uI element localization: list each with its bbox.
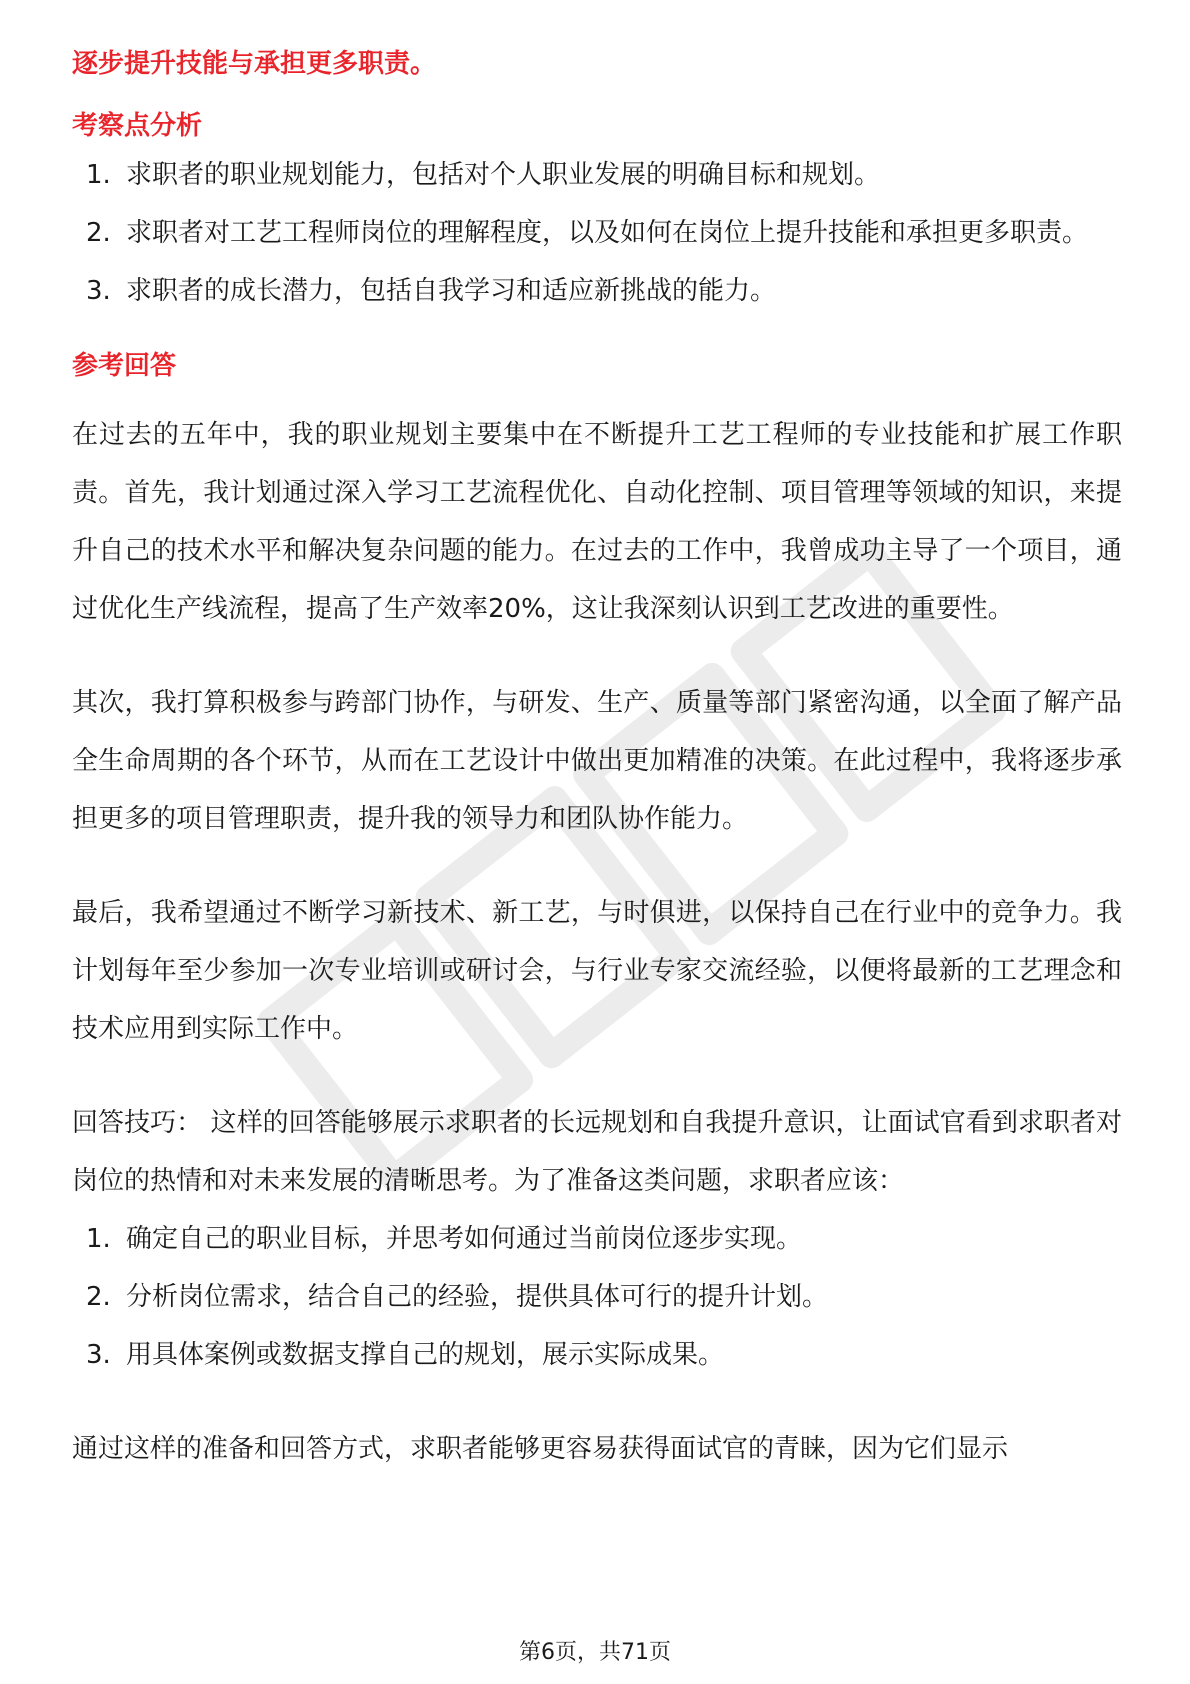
closing-paragraph: 通过这样的准备和回答方式，求职者能够更容易获得面试官的青睐，因为它们显示: [72, 1434, 1009, 1464]
list-item: [72, 204, 1122, 262]
answer-paragraph-1: 在过去的五年中，我的职业规划主要集中在不断提升工艺工程师的专业技能和扩展工作职责。首先，我计划通过深入学习工艺流程优化、自动化控制、项目管理等领域的知识，来提升自己的技术水平和解决复杂问题的能力。在过去的工作中，我曾成功主导了一个项目，通过优化生产线流程，提高了生产效率20%，这让我深刻认识到工艺改进的重要性。: [72, 420, 1122, 624]
watermark-text: 职场密码: [608, 890, 612, 891]
page-footer: 第6页，共71页: [519, 1640, 671, 1665]
list-number: 3.: [86, 276, 111, 306]
answer-paragraph-3: 最后，我希望通过不断学习新技术、新工艺，与时俱进，以保持自己在行业中的竞争力。我计划每年至少参加一次专业培训或研讨会，与行业专家交流经验，以便将最新的工艺理念和技术应用到实际工作中。: [72, 898, 1122, 1044]
list-number: 1.: [86, 160, 111, 190]
list-item: [72, 1326, 1122, 1384]
list-text: 求职者的成长潜力，包括自我学习和适应新挑战的能力。: [126, 276, 777, 306]
heading-analysis: 考察点分析: [72, 111, 203, 141]
list-number: 2.: [86, 1282, 111, 1312]
top-line: 逐步提升技能与承担更多职责。: [72, 49, 437, 79]
answer-paragraph-2: 其次，我打算积极参与跨部门协作，与研发、生产、质量等部门紧密沟通，以全面了解产品全生命周期的各个环节，从而在工艺设计中做出更加精准的决策。在此过程中，我将逐步承担更多的项目管理职责，提升我的领导力和团队协作能力。: [72, 688, 1122, 834]
list-text: 求职者对工艺工程师岗位的理解程度，以及如何在岗位上提升技能和承担更多职责。: [126, 218, 1089, 248]
list-text: 确定自己的职业目标，并思考如何通过当前岗位逐步实现。: [126, 1224, 803, 1254]
list-text: 用具体案例或数据支撑自己的规划，展示实际成果。: [126, 1340, 725, 1370]
list-number: 1.: [86, 1224, 111, 1254]
tips-paragraph: 回答技巧： 这样的回答能够展示求职者的长远规划和自我提升意识，让面试官看到求职者对岗位的热情和对未来发展的清晰思考。为了准备这类问题，求职者应该：: [72, 1108, 1122, 1196]
list-item: [72, 146, 1122, 204]
list-item: [72, 1210, 1122, 1268]
list-number: 2.: [86, 218, 111, 248]
heading-answer: 参考回答: [72, 351, 177, 381]
list-item: [72, 262, 1122, 320]
list-text: 求职者的职业规划能力，包括对个人职业发展的明确目标和规划。: [126, 160, 881, 190]
document-page: [72, 44, 1122, 1478]
list-number: 3.: [86, 1340, 111, 1370]
list-item: [72, 1268, 1122, 1326]
analysis-list: [72, 146, 1122, 320]
tips-list: [72, 1210, 1122, 1384]
list-text: 分析岗位需求，结合自己的经验，提供具体可行的提升计划。: [126, 1282, 829, 1312]
